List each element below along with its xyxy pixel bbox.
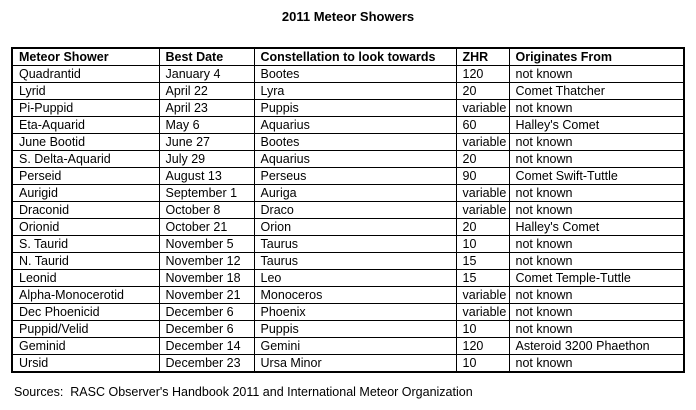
table-cell: January 4 [159,66,254,83]
table-cell: Ursid [12,355,159,373]
table-cell: not known [509,100,684,117]
table-cell: October 8 [159,202,254,219]
table-cell: N. Taurid [12,253,159,270]
table-cell: Orionid [12,219,159,236]
table-cell: Ursa Minor [254,355,456,373]
table-cell: 15 [456,253,509,270]
table-cell: variable [456,100,509,117]
table-cell: 60 [456,117,509,134]
table-row [12,304,684,321]
table-cell: not known [509,134,684,151]
table-cell: 15 [456,270,509,287]
table-cell: not known [509,236,684,253]
table-cell: Lyra [254,83,456,100]
table-cell: variable [456,202,509,219]
table-cell: April 23 [159,100,254,117]
table-row [12,355,684,373]
table-cell: June 27 [159,134,254,151]
meteor-showers-table [11,47,685,373]
table-cell: 20 [456,219,509,236]
table-cell: 10 [456,321,509,338]
sources-note: Sources: RASC Observer's Handbook 2011 and International Meteor Organization [14,385,473,399]
table-row [12,287,684,304]
table-cell: Alpha-Monocerotid [12,287,159,304]
table-row [12,151,684,168]
table-cell: S. Taurid [12,236,159,253]
table-cell: June Bootid [12,134,159,151]
table-cell: October 21 [159,219,254,236]
table-cell: Leo [254,270,456,287]
table-cell: Pi-Puppid [12,100,159,117]
table-cell: December 23 [159,355,254,373]
table-row [12,168,684,185]
table-cell: 120 [456,66,509,83]
table-row [12,253,684,270]
table-cell: not known [509,66,684,83]
table-cell: December 6 [159,304,254,321]
table-cell: Taurus [254,236,456,253]
table-cell: Orion [254,219,456,236]
page-title: 2011 Meteor Showers [281,9,415,24]
table-cell: December 14 [159,338,254,355]
table-cell: Draconid [12,202,159,219]
table-cell: April 22 [159,83,254,100]
table-cell: Taurus [254,253,456,270]
table-cell: variable [456,185,509,202]
table-cell: 10 [456,236,509,253]
column-header: Meteor Shower [12,48,159,66]
column-header: ZHR [456,48,509,66]
table-cell: Eta-Aquarid [12,117,159,134]
table-cell: Phoenix [254,304,456,321]
table-row [12,100,684,117]
table-cell: November 18 [159,270,254,287]
table-cell: Puppis [254,100,456,117]
table-cell: Asteroid 3200 Phaethon [509,338,684,355]
table-cell: not known [509,355,684,373]
table-cell: Comet Temple-Tuttle [509,270,684,287]
column-header: Originates From [509,48,684,66]
table-row [12,236,684,253]
table-row [12,83,684,100]
table-row [12,321,684,338]
table-cell: variable [456,134,509,151]
table-cell: Perseid [12,168,159,185]
table-cell: 10 [456,355,509,373]
table-cell: not known [509,202,684,219]
table-cell: variable [456,287,509,304]
table-row [12,270,684,287]
table-cell: November 5 [159,236,254,253]
table-header-row [12,48,684,66]
table-row [12,134,684,151]
table-cell: Geminid [12,338,159,355]
table-cell: Puppis [254,321,456,338]
table-cell: August 13 [159,168,254,185]
table-cell: November 21 [159,287,254,304]
table-cell: 120 [456,338,509,355]
table-cell: Aurigid [12,185,159,202]
table-cell: Bootes [254,134,456,151]
table-cell: not known [509,321,684,338]
table-cell: Quadrantid [12,66,159,83]
table-cell: September 1 [159,185,254,202]
table-cell: Aquarius [254,151,456,168]
table-row [12,338,684,355]
table-cell: Draco [254,202,456,219]
table-cell: Comet Swift-Tuttle [509,168,684,185]
table-row [12,48,684,66]
table-cell: Halley's Comet [509,117,684,134]
table-cell: Leonid [12,270,159,287]
table-cell: December 6 [159,321,254,338]
table-cell: Gemini [254,338,456,355]
table-cell: Halley's Comet [509,219,684,236]
table-row [12,66,684,83]
table-cell: Bootes [254,66,456,83]
table-cell: July 29 [159,151,254,168]
column-header: Constellation to look towards [254,48,456,66]
table-row [12,117,684,134]
table-cell: Puppid/Velid [12,321,159,338]
table-cell: Perseus [254,168,456,185]
table-cell: Aquarius [254,117,456,134]
table-cell: Comet Thatcher [509,83,684,100]
table-cell: not known [509,253,684,270]
table-cell: 20 [456,151,509,168]
table-cell: variable [456,304,509,321]
table-cell: not known [509,304,684,321]
column-header: Best Date [159,48,254,66]
table-body [12,66,684,373]
table-cell: not known [509,287,684,304]
table-cell: Monoceros [254,287,456,304]
table-row [12,219,684,236]
table-cell: not known [509,151,684,168]
table-cell: Auriga [254,185,456,202]
table-cell: May 6 [159,117,254,134]
table-cell: Dec Phoenicid [12,304,159,321]
table-cell: 90 [456,168,509,185]
table-cell: S. Delta-Aquarid [12,151,159,168]
table-row [12,185,684,202]
table-cell: November 12 [159,253,254,270]
table-cell: Lyrid [12,83,159,100]
table-cell: 20 [456,83,509,100]
table-row [12,202,684,219]
table-cell: not known [509,185,684,202]
